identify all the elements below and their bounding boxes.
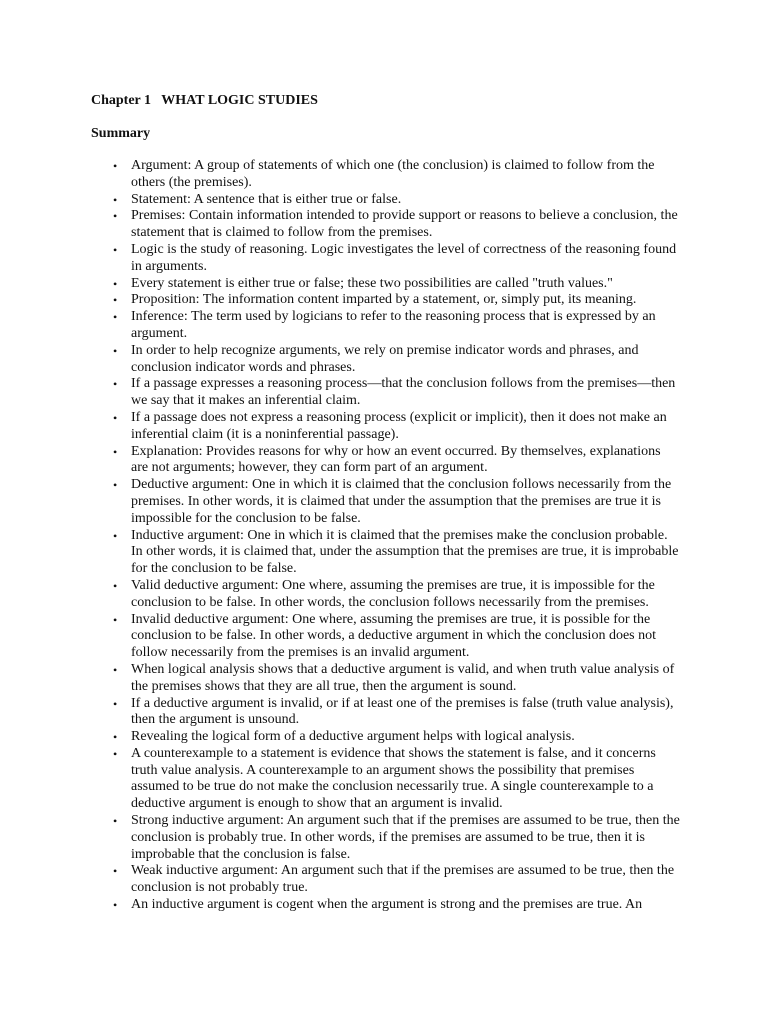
bullet-icon: • [113, 898, 118, 913]
summary-item-text: Revealing the logical form of a deductive argument helps with logical analysis. [131, 729, 575, 745]
bullet-icon: • [113, 159, 118, 173]
summary-item-text: Logic is the study of reasoning. Logic investigates the level of correctness of the reasoning found in arguments. [131, 241, 677, 274]
summary-item-text: Argument: A group of statements of which one (the conclusion) is claimed to follow from the others (the premises). [131, 158, 655, 190]
summary-item-text: Premises: Contain information intended to provide support or reasons to believe a conclusion, the statement that is claimed to follow from the premises. [131, 208, 678, 241]
summary-item [0, 343, 768, 377]
bullet-icon: • [113, 192, 118, 207]
summary-item [0, 897, 768, 914]
bullet-icon: • [113, 478, 118, 493]
bullet-icon: • [113, 310, 118, 325]
bullet-icon: • [113, 377, 118, 392]
bullet-icon: • [113, 746, 118, 761]
summary-item [0, 444, 768, 478]
summary-item [0, 242, 768, 276]
summary-item [0, 746, 768, 813]
summary-item-text: Every statement is either true or false; these two possibilities are called "truth values." [131, 275, 613, 291]
summary-item [0, 410, 768, 444]
summary-item [0, 612, 768, 662]
summary-item [0, 292, 768, 309]
summary-item [0, 863, 768, 897]
summary-item-text: Strong inductive argument: An argument such that if the premises are assumed to be true, then the conclusion is probably true. In other words, if the premises are assumed to be true, then it is improbable that the conclusion is false. [131, 813, 680, 862]
summary-item [0, 729, 768, 746]
summary-item [0, 276, 768, 293]
summary-item-text: Deductive argument: One in which it is claimed that the conclusion follows necessarily from the premises. In other words, it is claimed that under the assumption that the premises are true it is impossible for the conclusion to be false. [131, 477, 672, 526]
bullet-icon: • [113, 444, 118, 459]
summary-item-text: If a passage expresses a reasoning process—that the conclusion follows from the premises—then we say that it makes an inferential claim. [131, 376, 676, 409]
summary-item [0, 696, 768, 730]
summary-item [0, 158, 768, 192]
bullet-icon: • [113, 293, 118, 308]
summary-heading: Summary [91, 126, 151, 141]
summary-item [0, 208, 768, 242]
bullet-icon: • [113, 864, 118, 879]
summary-item-text: Inference: The term used by logicians to refer to the reasoning process that is expressed by an argument. [131, 309, 656, 341]
bullet-icon: • [113, 410, 118, 425]
bullet-icon: • [113, 528, 118, 543]
summary-list [0, 158, 768, 914]
summary-item-text: Statement: A sentence that is either true or false. [131, 191, 402, 207]
summary-item-text: Proposition: The information content imparted by a statement, or, simply put, its meaning. [131, 292, 637, 308]
summary-item [0, 578, 768, 612]
summary-item [0, 192, 768, 209]
bullet-icon: • [113, 343, 118, 358]
bullet-icon: • [113, 612, 118, 627]
summary-item [0, 477, 768, 527]
summary-item-text: Explanation: Provides reasons for why or how an event occurred. By themselves, explanations are not arguments; however, they can form part of an argument. [131, 443, 661, 476]
bullet-icon: • [113, 662, 118, 677]
bullet-icon: • [113, 242, 118, 257]
summary-item [0, 528, 768, 578]
summary-item-text: Weak inductive argument: An argument such that if the premises are assumed to be true, then the conclusion is not probably true. [131, 863, 675, 896]
summary-item-text: If a passage does not express a reasoning process (explicit or implicit), then it does not make an inferential claim (it is a noninferential passage). [131, 409, 667, 442]
bullet-icon: • [113, 209, 118, 224]
chapter-heading: Chapter 1 WHAT LOGIC STUDIES [91, 93, 318, 108]
summary-item [0, 813, 768, 863]
bullet-icon: • [113, 696, 118, 711]
summary-item-text: In order to help recognize arguments, we rely on premise indicator words and phrases, and conclusion indicator words and phrases. [131, 342, 639, 375]
bullet-icon: • [113, 814, 118, 829]
summary-item-text: Valid deductive argument: One where, assuming the premises are true, it is impossible for the conclusion to be false. In other words, the conclusion follows necessarily from the premises. [131, 577, 655, 610]
summary-item [0, 662, 768, 696]
summary-item [0, 376, 768, 410]
bullet-icon: • [113, 276, 118, 291]
summary-item [0, 309, 768, 343]
summary-item-text: A counterexample to a statement is evidence that shows the statement is false, and it concerns truth value analysis. A counterexample to an argument shows the possibility that premises assumed to be true do not make the conclusion necessarily true. A single counterexample to a deductive argument is enough to show that an argument is invalid. [131, 745, 656, 812]
bullet-icon: • [113, 730, 118, 745]
bullet-icon: • [113, 578, 118, 593]
summary-item-text: Invalid deductive argument: One where, assuming the premises are true, it is possible for the conclusion to be false. In other words, a deductive argument in which the conclusion does not follow necessarily from the premises is an invalid argument. [131, 611, 656, 661]
summary-item-text: An inductive argument is cogent when the argument is strong and the premises are true. An [131, 897, 643, 913]
summary-item-text: When logical analysis shows that a deductive argument is valid, and when truth value analysis of the premises shows that they are all true, then the argument is sound. [131, 661, 675, 694]
summary-item-text: If a deductive argument is invalid, or if at least one of the premises is false (truth value analysis), then the argument is unsound. [131, 695, 674, 728]
summary-item-text: Inductive argument: One in which it is claimed that the premises make the conclusion probable. In other words, it is claimed that, under the assumption that the premises are true, it is improbable for the conclusion to be false. [131, 527, 679, 577]
